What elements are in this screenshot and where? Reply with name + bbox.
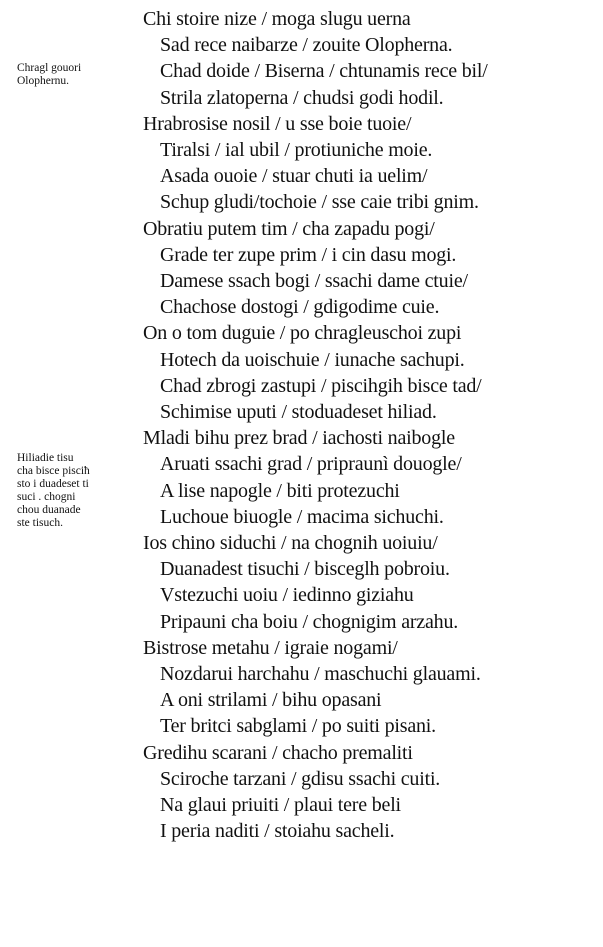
verse-line: Tiralsi / ial ubil / protiuniche moie.: [160, 139, 433, 161]
verse-line: Ter britci sabglami / po suiti pisani.: [160, 715, 436, 738]
margin-note: [17, 452, 90, 530]
verse-line: Strila zlatoperna / chudsi godi hodil.: [160, 86, 444, 109]
margin-note-line: sto i duadeset ti: [17, 478, 89, 490]
verse-line: Hotech da uoischuie / iunache sachupi.: [160, 348, 465, 371]
stanza-first-line: Gredihu scarani / chacho premaliti: [143, 741, 413, 764]
verse-line: Aruati ssachi grad / pripraunì douogle/: [160, 453, 462, 476]
margin-note: [17, 62, 81, 88]
verse-line: A oni strilami / bihu opasani: [160, 689, 382, 712]
verse-line: Chad doide / Biserna / chtunamis rece bil/: [160, 60, 488, 83]
verse-line: Chachose dostogi / gdigodime cuie.: [160, 296, 440, 319]
stanza-first-line: Ios chino siduchi / na chognih uoiuiu/: [143, 532, 438, 554]
verse-line: Schup gludi/tochoie / sse caie tribi gnim.: [160, 191, 479, 214]
margin-note-line: chou duanade: [17, 504, 81, 516]
verse-line: Nozdarui harchahu / maschuchi glauami.: [160, 663, 481, 685]
verse-line: Chad zbrogi zastupi / piscihgih bisce tad/: [160, 374, 482, 397]
verse-line: Pripauni cha boiu / chognigim arzahu.: [160, 610, 459, 633]
stanza-first-line: Bistrose metahu / igraie nogami/: [143, 636, 398, 659]
margin-note-line: Chragl gouori: [17, 62, 82, 74]
margin-note-line: Olophernu.: [17, 75, 70, 87]
stanza-first-line: On o tom duguie / po chragleuschoi zupi: [143, 322, 462, 345]
verse-line: Na glaui priuiti / plaui tere beli: [160, 794, 401, 816]
verse-line: A lise napogle / biti protezuchi: [160, 479, 400, 502]
verse-line: Vstezuchi uoiu / iedinno giziahu: [160, 584, 414, 607]
verse-line: Grade ter zupe prim / i cin dasu mogi.: [160, 243, 457, 266]
verse-line: Sad rece naibarze / zouite Olopherna.: [160, 34, 453, 57]
margin-note-line: suci . chogni: [17, 491, 76, 503]
margin-note-line: cha bisce pisciħ: [17, 465, 90, 477]
stanza-first-line: Obratiu putem tim / cha zapadu pogi/: [143, 217, 435, 240]
stanza-first-line: Hrabrosise nosil / u sse boie tuoie/: [143, 112, 412, 135]
margin-note-line: Hiliadie tisu: [17, 452, 74, 464]
verse-line: Schimise uputi / stoduadeset hiliad.: [160, 401, 437, 423]
verse-line: I peria naditi / stoiahu sacheli.: [160, 820, 395, 843]
verse-line: Luchoue biuogle / macima sichuchi.: [160, 505, 444, 528]
margin-note-line: ste tisuch.: [17, 517, 63, 529]
verse-line: Damese ssach bogi / ssachi dame ctuie/: [160, 270, 468, 292]
stanza-first-line: Chi stoire nize / moga slugu uerna: [143, 8, 411, 30]
verse-line: Duanadest tisuchi / bisceglh pobroiu.: [160, 558, 450, 581]
stanza-first-line: Mladi bihu prez brad / iachosti naibogle: [143, 427, 455, 450]
verse-line: Sciroche tarzani / gdisu ssachi cuiti.: [160, 767, 441, 790]
verse-line: Asada ouoie / stuar chuti ia uelim/: [160, 165, 428, 188]
